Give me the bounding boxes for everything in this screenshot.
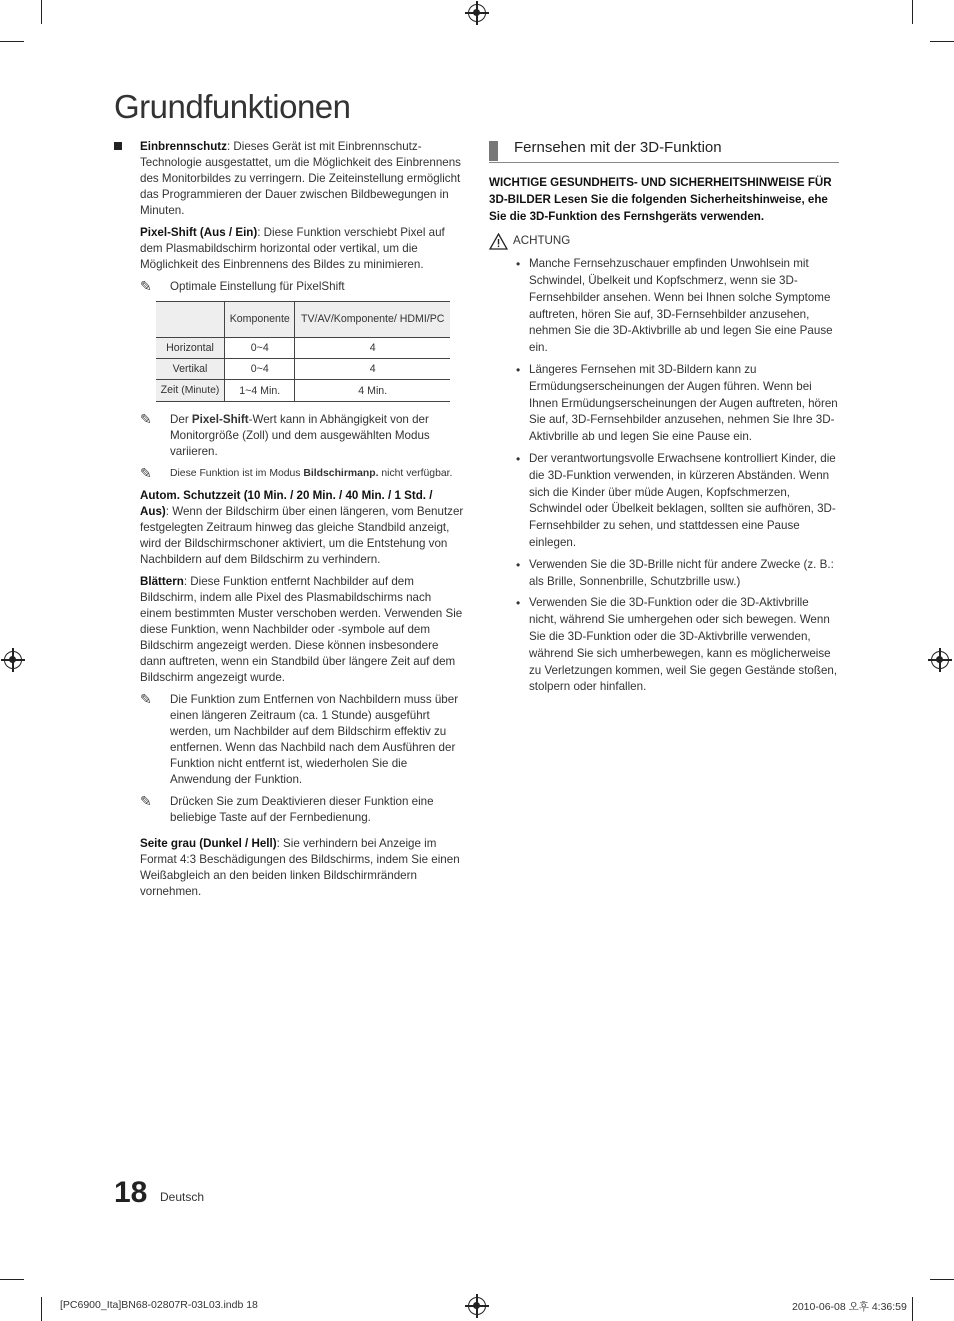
table-row (156, 380, 450, 402)
table-row (156, 338, 450, 359)
print-slug-date: 2010-06-08 오후 4:36:59 (792, 1301, 907, 1313)
pixel-shift-paragraph (114, 225, 464, 273)
blaettern-label: Blättern (140, 575, 184, 588)
table-row-label: Vertikal (156, 359, 225, 380)
note-pixel-shift-value (114, 412, 464, 460)
note-text: -Wert kann in Abhängigkeit von der Monitorgröße (Zoll) und dem ausgewählten Modus variieren. (170, 413, 430, 458)
list-item: • Manche Fernsehzuschauer empfinden Unwohlsein mit Schwindel, Übelkeit und Kopfschmerz, wenn sie 3D-Fernsehbilder ansehen. Wenn bei Ihnen solche Symptome auftreten, hören Sie auf, 3D-Fernsehbilder anzusehen, nehmen Sie die 3D-Aktivbrille ab und legen Sie eine Pause ein. (529, 256, 839, 357)
note-pencil-icon: ✎ (140, 793, 152, 809)
registration-mark-icon (468, 4, 486, 22)
table-cell: 0~4 (225, 338, 295, 359)
page-language: Deutsch (160, 1190, 205, 1204)
table-cell: 1~4 Min. (225, 380, 295, 402)
note-bold-text: Pixel-Shift (191, 413, 249, 426)
crop-mark-tl-h (0, 41, 24, 42)
section-title: Fernsehen mit der 3D-Funktion (514, 139, 722, 156)
page-title: Grundfunktionen (114, 88, 351, 125)
section-heading (489, 139, 839, 163)
note-text: Drücken Sie zum Deaktivieren dieser Funktion eine beliebige Taste auf der Fernbedienung. (170, 795, 434, 824)
table-cell: 4 (295, 359, 450, 380)
blaettern-text: : Diese Funktion entfernt Nachbilder auf dem Bildschirm, indem alle Pixel des Plasmabildschirms nach einem bestimmten Muster verschoben werden. Verwenden Sie diese Funktion, wenn Nachbilder oder -symbole auf dem Bildschirm angezeigt werden. Diese können insbesondere dann auftreten, wenn ein Standbild über längere Zeit auf dem Bildschirm angezeigt wurde. (140, 575, 463, 684)
autom-schutzzeit-paragraph (114, 488, 464, 568)
table-header-cell (156, 302, 225, 338)
table-header-row (156, 302, 450, 338)
note-text: Diese Funktion ist im Modus (170, 468, 304, 479)
list-item: • Verwenden Sie die 3D-Funktion oder die 3D-Aktivbrille nicht, während Sie umhergehen oder sich bewegen. Wenn Sie die 3D-Funktion oder die 3D-Aktivbrille verwenden, während Sie sich umherbewegen, kann es möglicherweise zu Verletzungen kommen, weil Sie gegen Gestände stoßen, stolpern oder hinfallen. (529, 595, 839, 696)
einbrennschutz-label: Einbrennschutz (140, 140, 227, 153)
table-row-label-text: Zeit (160, 384, 179, 396)
crop-mark-bl-h (0, 1279, 24, 1280)
left-column (114, 139, 464, 906)
note-pencil-icon: ✎ (140, 691, 152, 707)
warning-triangle-icon (489, 233, 508, 250)
crop-mark-tr-v (912, 0, 913, 24)
note-optimal-setting (114, 279, 464, 295)
table-row-unit: (Minute) (178, 385, 220, 396)
list-item: • Längeres Fernsehen mit 3D-Bildern kann zu Ermüdungserscheinungen der Augen führen. Wenn bei Ihnen Ermüdungserscheinungen der Augen auftreten, hören Sie auf, 3D-Fernsehbilder anzusehen, nehmen Sie Ihre 3D-Aktivbrille ab und legen Sie eine Pause ein. (529, 362, 839, 446)
table-cell: 0~4 (225, 359, 295, 380)
table-row (156, 359, 450, 380)
caution-list (489, 256, 839, 696)
table-cell: 4 Min. (295, 380, 450, 402)
table-cell: 4 (295, 338, 450, 359)
note-text: Die Funktion zum Entfernen von Nachbildern muss über einen längeren Zeitraum (ca. 1 Stunde) ausgeführt werden, um Nachbilder auf dem Bildschirm effektiv zu entfernen. Wenn das Nachbild nach dem Ausführen der Funktion nicht entfernt ist, wiederholen Sie die Anwendung der Funktion. (170, 693, 459, 786)
crop-mark-br-v (912, 1297, 913, 1321)
note-mode-unavailable (114, 466, 464, 482)
note-deactivate (114, 794, 464, 826)
crop-mark-tl-v (41, 0, 42, 24)
list-item: • Der verantwortungsvolle Erwachsene kontrolliert Kinder, die die 3D-Funktion verwenden, in kürzeren Abständen. Wenn sich die Kinder über müde Augen, Kopfschmerzen, Schwindel oder Übelkeit beklagen, sollten sie aufhören, 3D-Fernsehbilder zu sehen, und stattdessen eine Pause einlegen. (529, 451, 839, 552)
right-column (489, 139, 839, 701)
note-afterimage-removal (114, 692, 464, 788)
pixel-shift-text: : Diese Funktion verschiebt Pixel auf dem Plasmabildschirm horizontal oder vertikal, um die Möglichkeit des Einbrennens des Bildes zu minimieren. (140, 226, 445, 271)
table-header-cell: TV/AV/Komponente/ HDMI/PC (295, 302, 450, 338)
pixel-shift-label: Pixel-Shift (Aus / Ein) (140, 226, 258, 239)
autom-schutzzeit-text: : Wenn der Bildschirm über einen längeren, vom Benutzer festgelegten Zeitraum hinweg das gleiche Standbild anzeigt, wird der Bildschirmschoner aktiviert, um die Entstehung von Nachbildern auf dem Bildschirm zu verhindern. (140, 505, 464, 566)
note-bold-text: Bildschirmanp. (303, 468, 379, 479)
seite-grau-label: Seite grau (Dunkel / Hell) (140, 837, 277, 850)
caution-label: ACHTUNG (513, 234, 571, 248)
note-pencil-icon: ✎ (140, 465, 152, 481)
seite-grau-text: : Sie verhindern bei Anzeige im Format 4:3 Beschädigungen des Bildschirms, indem Sie einen Weißabgleich an den beiden linken Bildschirmrändern vornehmen. (140, 837, 460, 898)
note-text: Optimale Einstellung für PixelShift (170, 280, 345, 293)
table-row-label: Horizontal (156, 338, 225, 359)
registration-mark-icon (931, 651, 949, 669)
crop-mark-tr-h (930, 41, 954, 42)
table-row-label (156, 380, 225, 402)
note-pencil-icon: ✎ (140, 411, 152, 427)
square-bullet-icon (114, 142, 122, 150)
safety-warning-title: WICHTIGE GESUNDHEITS- UND SICHERHEITSHINWEISE FÜR 3D-BILDER Lesen Sie die folgenden Sicherheitshinweise, ehe Sie die 3D-Funktion des Fernshgeräts verwenden. (489, 176, 832, 223)
pixel-shift-table (156, 301, 450, 402)
note-text: Der (170, 413, 192, 426)
blaettern-paragraph (114, 574, 464, 686)
section-bar (489, 141, 498, 161)
einbrennschutz-paragraph (114, 139, 464, 219)
table-header-cell: Komponente (225, 302, 295, 338)
registration-mark-icon (468, 1297, 486, 1315)
caution-heading (489, 233, 839, 250)
print-slug-file: [PC6900_Ita]BN68-02807R-03L03.indb 18 (60, 1299, 258, 1311)
note-pencil-icon: ✎ (140, 278, 152, 294)
page-number: 18 (114, 1176, 148, 1209)
autom-schutzzeit-label: Autom. Schutzzeit (10 Min. / 20 Min. / 40 Min. / 1 Std. / Aus) (140, 489, 433, 518)
list-item: • Verwenden Sie die 3D-Brille nicht für andere Zwecke (z. B.: als Brille, Sonnenbrille, Schutzbrille usw.) (529, 557, 839, 591)
registration-mark-icon (4, 651, 22, 669)
einbrennschutz-text: : Dieses Gerät ist mit Einbrennschutz-Technologie ausgestattet, um die Möglichkeit des Einbrennens des Monitorbildes zu verringern. Die Zeiteinstellung ermöglicht das Programmieren der Dauer zwischen Bildbewegungen in Minuten. (140, 140, 461, 217)
crop-mark-br-h (930, 1279, 954, 1280)
seite-grau-paragraph (114, 836, 464, 900)
note-text: nicht verfügbar. (378, 468, 453, 479)
crop-mark-bl-v (41, 1297, 42, 1321)
